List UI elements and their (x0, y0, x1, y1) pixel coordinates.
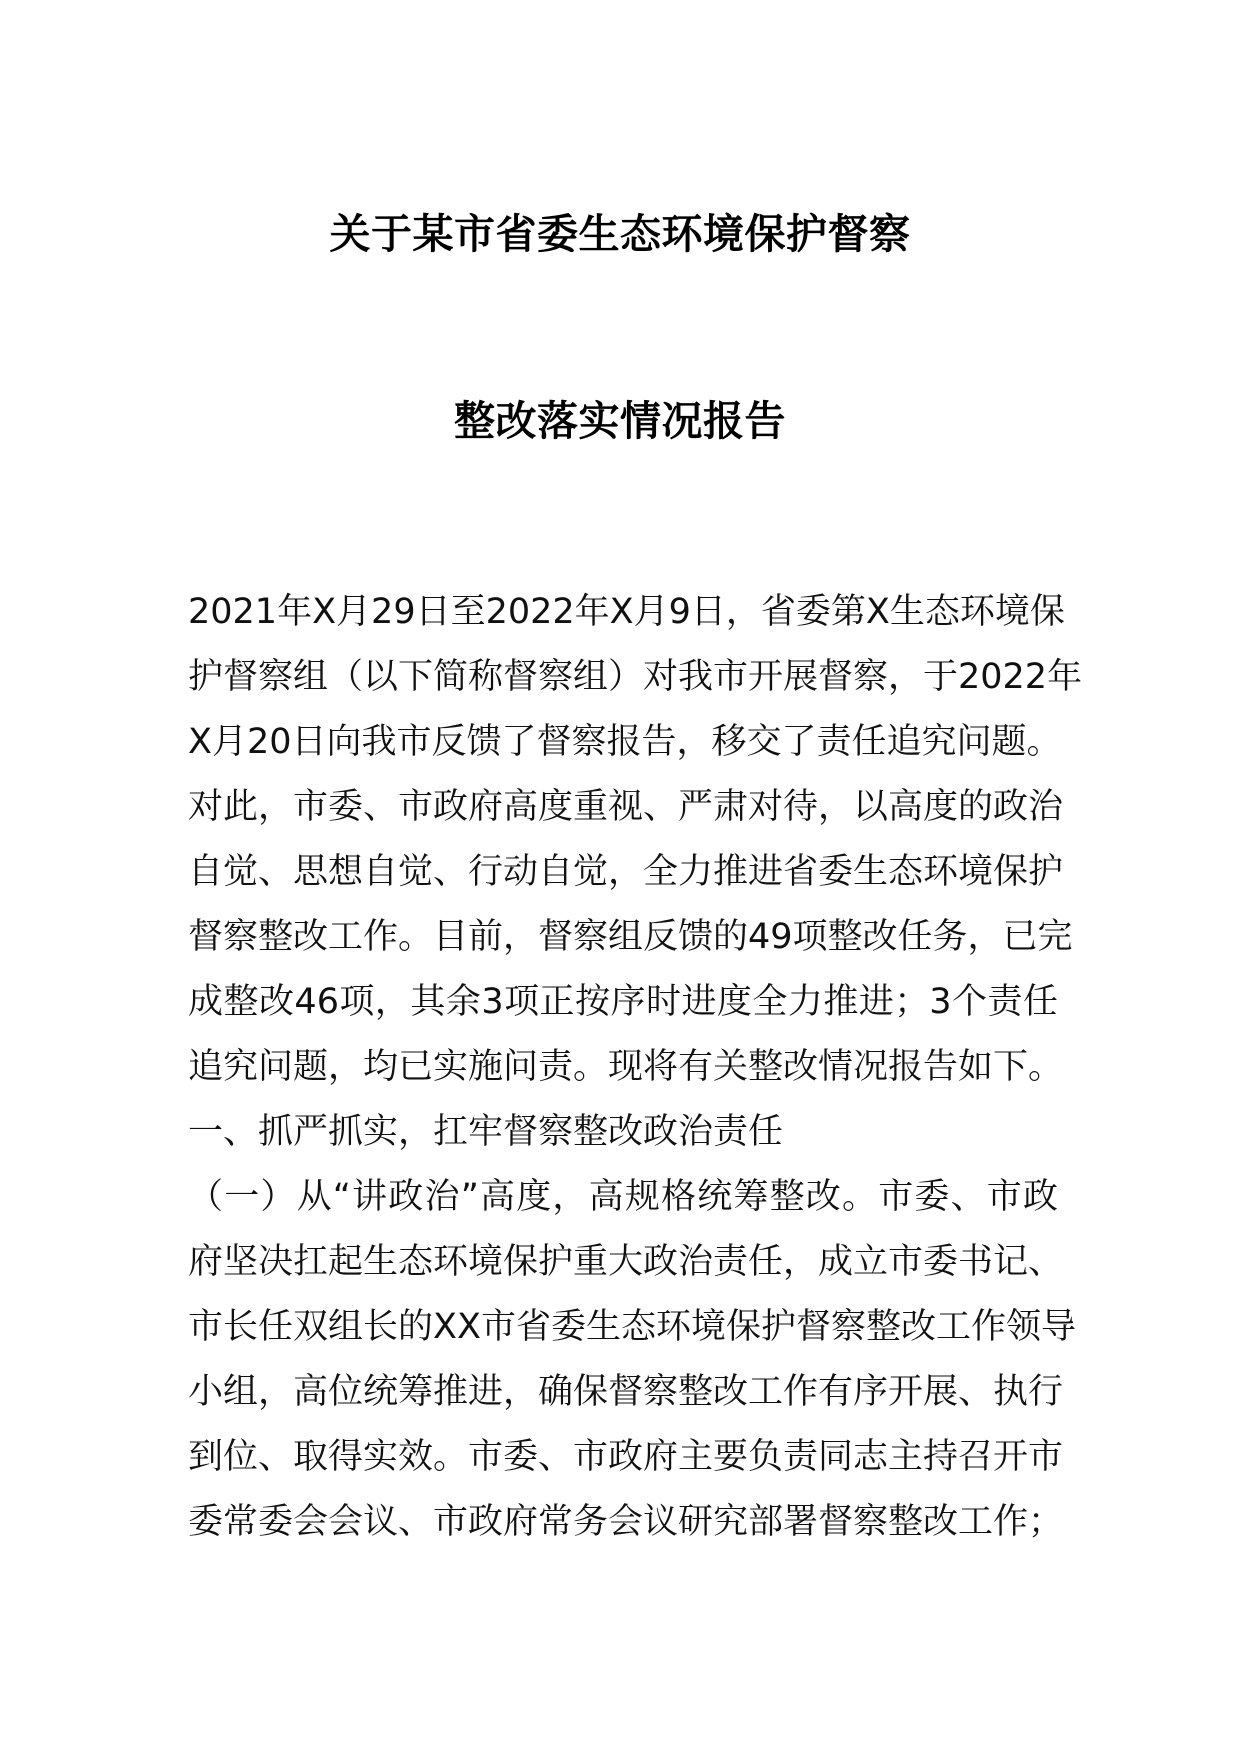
body-line: 追究问题，均已实施问责。现将有关整改情况报告如下。 (188, 1047, 1064, 1087)
body-line: 委常委会会议、市政府常务会议研究部署督察整改工作； (188, 1502, 1064, 1542)
section-heading: 一、抓严抓实，扛牢督察整改政治责任 (188, 1112, 784, 1152)
body-line: 小组，高位统筹推进，确保督察整改工作有序开展、执行 (188, 1372, 1064, 1412)
body-line: （一）从“讲政治”高度，高规格统筹整改。市委、市政 (188, 1177, 1058, 1217)
body-line: 2021年X月29日至2022年X月9日，省委第X生态环境保 (188, 592, 1065, 632)
document-body (188, 580, 1083, 1555)
body-line: 府坚决扛起生态环境保护重大政治责任，成立市委书记、 (188, 1242, 1064, 1282)
body-line: 对此，市委、市政府高度重视、严肃对待，以高度的政治 (188, 787, 1064, 827)
body-line: 市长任双组长的XX市省委生态环境保护督察整改工作领导 (188, 1307, 1076, 1347)
body-line: 自觉、思想自觉、行动自觉，全力推进省委生态环境保护 (188, 852, 1064, 892)
document-title-line-2: 整改落实情况报告 (454, 397, 786, 445)
body-line: 督察整改工作。目前，督察组反馈的49项整改任务，已完 (188, 917, 1073, 957)
document-title-line-1: 关于某市省委生态环境保护督察 (329, 210, 911, 258)
body-line: 护督察组（以下简称督察组）对我市开展督察，于2022年 (188, 657, 1083, 697)
body-line: X月20日向我市反馈了督察报告，移交了责任追究问题。 (188, 722, 1062, 762)
body-line: 到位、取得实效。市委、市政府主要负责同志主持召开市 (188, 1437, 1064, 1477)
body-line: 成整改46项，其余3项正按序时进度全力推进；3个责任 (188, 982, 1058, 1022)
